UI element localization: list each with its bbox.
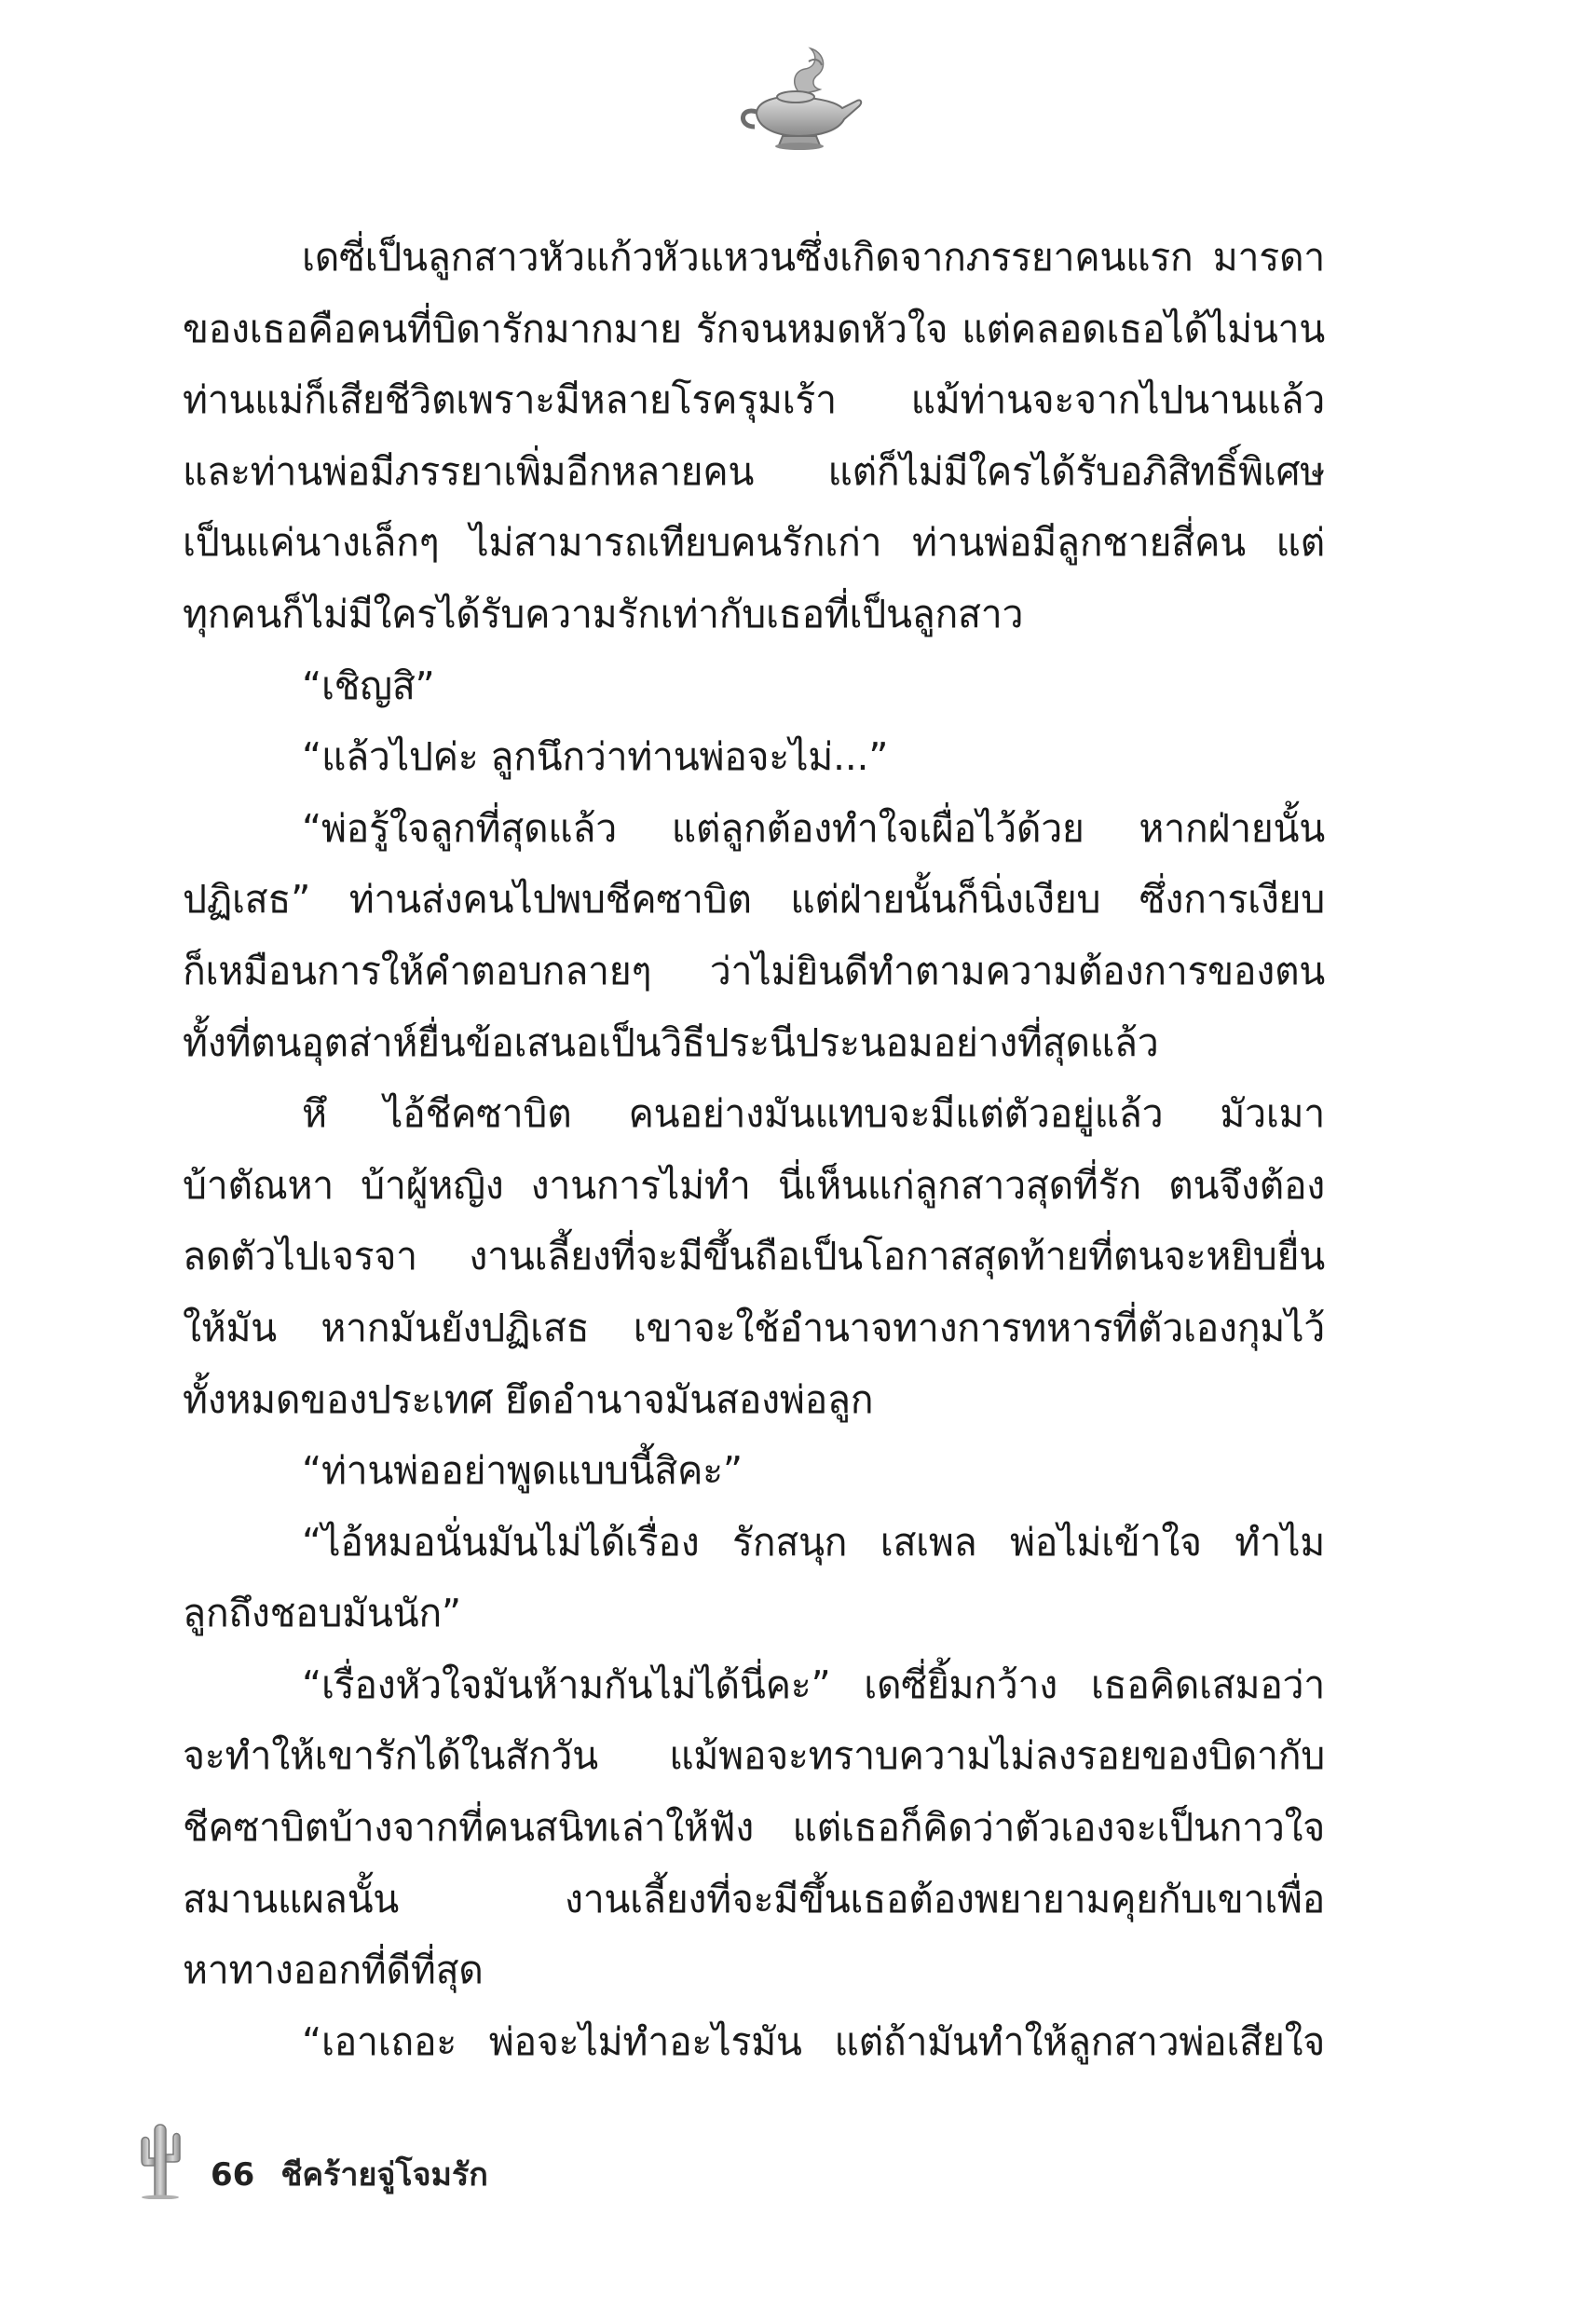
text-line: จะทำให้เขารักได้ในสักวัน แม้พอจะทราบความไม่ลงรอยของบิดากับ bbox=[183, 1733, 1325, 1779]
text-line: ทั้งที่ตนอุตส่าห์ยื่นข้อเสนอเป็นวิธีประนีประนอมอย่างที่สุดแล้ว bbox=[183, 1019, 1159, 1065]
text-line: เดซี่เป็นลูกสาวหัวแก้วหัวแหวนซึ่งเกิดจากภรรยาคนแรก มารดา bbox=[302, 235, 1325, 280]
text-line: ให้มัน หากมันยังปฏิเสธ เขาจะใช้อำนาจทางการทหารที่ตัวเองกุมไว้ bbox=[183, 1305, 1325, 1350]
text-line: บ้าตัณหา บ้าผู้หญิง งานการไม่ทำ นี่เห็นแก่ลูกสาวสุดที่รัก ตนจึงต้อง bbox=[183, 1162, 1325, 1208]
text-line: ท่านแม่ก็เสียชีวิตเพราะมีหลายโรครุมเร้า แม้ท่านจะจากไปนานแล้ว bbox=[183, 377, 1325, 423]
text-line: ปฏิเสธ” ท่านส่งคนไปพบชีคซาบิต แต่ฝ่ายนั้นก็นิ่งเงียบ ซึ่งการเงียบ bbox=[183, 877, 1325, 923]
text-line: “แล้วไปค่ะ ลูกนึกว่าท่านพ่อจะไม่...” bbox=[302, 734, 889, 780]
text-line: ทุกคนก็ไม่มีใครได้รับความรักเท่ากับเธอที่เป็นลูกสาว bbox=[183, 591, 1024, 636]
genie-lamp-icon bbox=[729, 41, 868, 153]
text-line: “เอาเถอะ พ่อจะไม่ทำอะไรมัน แต่ถ้ามันทำให้ลูกสาวพ่อเสียใจ bbox=[302, 2018, 1325, 2064]
text-line: ก็เหมือนการให้คำตอบกลายๆ ว่าไม่ยินดีทำตามความต้องการของตน bbox=[183, 948, 1325, 993]
text-line: ทั้งหมดของประเทศ ยึดอำนาจมันสองพ่อลูก bbox=[183, 1376, 874, 1422]
text-line: “ท่านพ่ออย่าพูดแบบนี้สิคะ” bbox=[302, 1448, 743, 1494]
text-line: ลูกถึงชอบมันนัก” bbox=[183, 1591, 461, 1636]
text-line: ลดตัวไปเจรจา งานเลี้ยงที่จะมีขึ้นถือเป็นโอกาสสุดท้ายที่ตนจะหยิบยื่น bbox=[183, 1234, 1325, 1279]
text-line: ชีคซาบิตบ้างจากที่คนสนิทเล่าให้ฟัง แต่เธอก็คิดว่าตัวเองจะเป็นกาวใจ bbox=[183, 1805, 1325, 1851]
text-line: และท่านพ่อมีภรรยาเพิ่มอีกหลายคน แต่ก็ไม่มีใครได้รับอภิสิทธิ์พิเศษ bbox=[183, 448, 1325, 494]
text-line: หาทางออกที่ดีที่สุด bbox=[183, 1948, 484, 1993]
text-line: เป็นแค่นางเล็กๆ ไม่สามารถเทียบคนรักเก่า ท่านพ่อมีลูกชายสี่คน แต่ bbox=[183, 520, 1325, 566]
text-line: สมานแผลนั้น งานเลี้ยงที่จะมีขึ้นเธอต้องพยายามคุยกับเขาเพื่อ bbox=[183, 1876, 1325, 1921]
book-title: ชีคร้ายจู่โจมรัก bbox=[280, 2156, 488, 2194]
page-number: 66 bbox=[211, 2156, 255, 2194]
text-line: “เชิญสิ” bbox=[302, 663, 435, 708]
text-line: “เรื่องหัวใจมันห้ามกันไม่ได้นี่คะ” เดซี่ยิ้มกว้าง เธอคิดเสมอว่า bbox=[302, 1661, 1325, 1707]
text-line: “ไอ้หมอนั่นมันไม่ได้เรื่อง รักสนุก เสเพล พ่อไม่เข้าใจ ทำไม bbox=[302, 1519, 1325, 1565]
page-footer bbox=[138, 2115, 488, 2199]
body-text bbox=[183, 222, 1325, 2077]
page-header bbox=[0, 41, 1596, 153]
text-line: ของเธอคือคนที่บิดารักมากมาย รักจนหมดหัวใจ แต่คลอดเธอได้ไม่นาน bbox=[183, 306, 1325, 351]
text-line: “พ่อรู้ใจลูกที่สุดแล้ว แต่ลูกต้องทำใจเผื่อไว้ด้วย หากฝ่ายนั้น bbox=[302, 805, 1325, 851]
text-line: หึ ไอ้ชีคซาบิต คนอย่างมันแทบจะมีแต่ตัวอยู่แล้ว มัวเมา bbox=[302, 1091, 1325, 1137]
cactus-icon bbox=[138, 2117, 181, 2199]
